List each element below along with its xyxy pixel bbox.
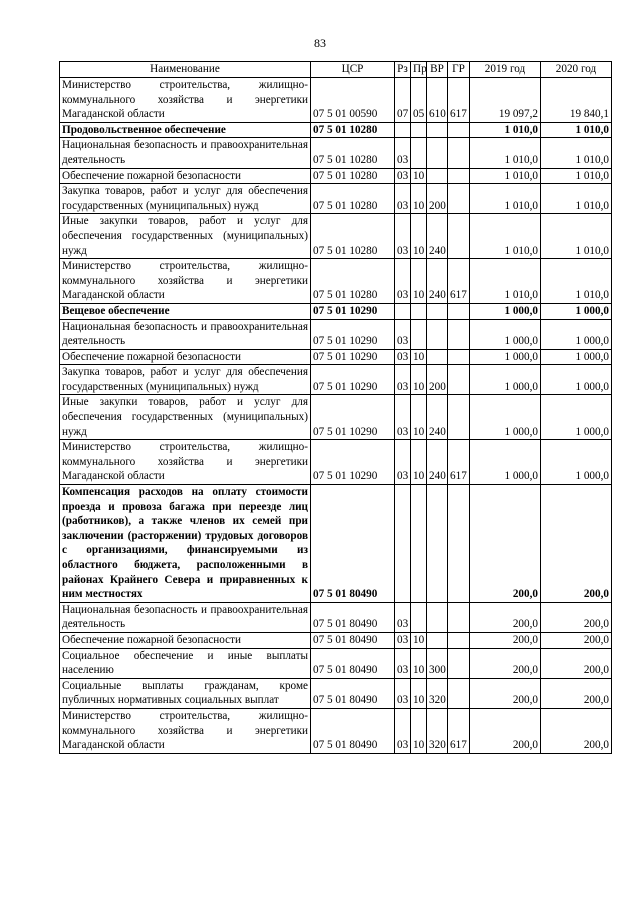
- row-2020: 200,0: [541, 632, 612, 648]
- row-gr: 617: [448, 259, 470, 304]
- row-2020: 1 000,0: [541, 349, 612, 365]
- row-gr: 617: [448, 440, 470, 485]
- row-2020: 1 010,0: [541, 214, 612, 259]
- row-2020: 19 840,1: [541, 78, 612, 123]
- row-gr: [448, 214, 470, 259]
- row-2019: 1 010,0: [470, 214, 541, 259]
- row-rz: 03: [395, 349, 411, 365]
- row-gr: [448, 168, 470, 184]
- row-name: Социальные выплаты гражданам, кроме публичных нормативных социальных выплат: [60, 678, 311, 708]
- table-row: [60, 168, 612, 184]
- table-row: [60, 138, 612, 168]
- header-pr: Пр: [411, 62, 427, 78]
- row-2020: 200,0: [541, 648, 612, 678]
- row-csr: 07 5 01 10290: [311, 395, 395, 440]
- row-rz: 03: [395, 214, 411, 259]
- row-vr: 240: [427, 440, 448, 485]
- row-rz: 03: [395, 440, 411, 485]
- row-vr: [427, 349, 448, 365]
- row-vr: 240: [427, 259, 448, 304]
- row-pr: [411, 602, 427, 632]
- table-row: [60, 485, 612, 603]
- row-name: Министерство строительства, жилищно-коммунального хозяйства и энергетики Магаданской области: [60, 78, 311, 123]
- row-vr: [427, 485, 448, 603]
- row-2019: 1 000,0: [470, 395, 541, 440]
- row-pr: 10: [411, 708, 427, 753]
- row-csr: 07 5 01 10280: [311, 168, 395, 184]
- row-2019: 1 010,0: [470, 138, 541, 168]
- table-row: [60, 214, 612, 259]
- row-gr: [448, 395, 470, 440]
- row-2019: 1 010,0: [470, 259, 541, 304]
- row-name: Закупка товаров, работ и услуг для обеспечения государственных (муниципальных) нужд: [60, 365, 311, 395]
- row-gr: [448, 122, 470, 138]
- row-csr: 07 5 01 80490: [311, 632, 395, 648]
- table-row: [60, 365, 612, 395]
- table-row: [60, 349, 612, 365]
- row-name: Обеспечение пожарной безопасности: [60, 632, 311, 648]
- row-2019: 200,0: [470, 678, 541, 708]
- table-row: [60, 259, 612, 304]
- row-csr: 07 5 01 10280: [311, 259, 395, 304]
- row-2020: 1 010,0: [541, 168, 612, 184]
- row-2020: 200,0: [541, 602, 612, 632]
- row-vr: 320: [427, 678, 448, 708]
- row-name: Компенсация расходов на оплату стоимости проезда и провоза багажа при переезде лиц (работников), а также членов их семей при заключении (расторжении) трудовых договоров с организациями, финансируемыми из областного бюджета, расположенными в районах Крайнего Севера и приравненных к ним местностях: [60, 485, 311, 603]
- row-name: Продовольственное обеспечение: [60, 122, 311, 138]
- row-vr: [427, 303, 448, 319]
- table-row: [60, 632, 612, 648]
- row-2019: 1 000,0: [470, 319, 541, 349]
- row-name: Иные закупки товаров, работ и услуг для обеспечения государственных (муниципальных) нужд: [60, 395, 311, 440]
- row-vr: 320: [427, 708, 448, 753]
- header-2019: 2019 год: [470, 62, 541, 78]
- row-pr: 10: [411, 349, 427, 365]
- row-name: Национальная безопасность и правоохранительная деятельность: [60, 319, 311, 349]
- row-pr: 10: [411, 648, 427, 678]
- row-vr: [427, 602, 448, 632]
- row-csr: 07 5 01 80490: [311, 678, 395, 708]
- header-2020: 2020 год: [541, 62, 612, 78]
- row-name: Вещевое обеспечение: [60, 303, 311, 319]
- row-rz: 03: [395, 632, 411, 648]
- row-vr: 240: [427, 214, 448, 259]
- row-rz: 03: [395, 602, 411, 632]
- row-2020: 1 000,0: [541, 365, 612, 395]
- row-pr: 10: [411, 440, 427, 485]
- row-csr: 07 5 01 10290: [311, 365, 395, 395]
- row-2019: 1 000,0: [470, 440, 541, 485]
- row-gr: [448, 632, 470, 648]
- row-2019: 200,0: [470, 485, 541, 603]
- row-rz: 03: [395, 708, 411, 753]
- row-rz: 03: [395, 259, 411, 304]
- table-row: [60, 440, 612, 485]
- row-2020: 1 000,0: [541, 319, 612, 349]
- row-2020: 1 000,0: [541, 440, 612, 485]
- row-pr: [411, 303, 427, 319]
- row-gr: [448, 678, 470, 708]
- row-pr: 10: [411, 678, 427, 708]
- row-gr: [448, 349, 470, 365]
- header-name: Наименование: [60, 62, 311, 78]
- table-row: [60, 184, 612, 214]
- row-csr: 07 5 01 80490: [311, 648, 395, 678]
- row-csr: 07 5 01 00590: [311, 78, 395, 123]
- row-2019: 1 010,0: [470, 122, 541, 138]
- header-vr: ВР: [427, 62, 448, 78]
- header-rz: Рз: [395, 62, 411, 78]
- row-2020: 1 010,0: [541, 122, 612, 138]
- row-pr: 05: [411, 78, 427, 123]
- row-csr: 07 5 01 10280: [311, 184, 395, 214]
- header-gr: ГР: [448, 62, 470, 78]
- row-name: Иные закупки товаров, работ и услуг для обеспечения государственных (муниципальных) нужд: [60, 214, 311, 259]
- row-pr: [411, 122, 427, 138]
- row-name: Социальное обеспечение и иные выплаты населению: [60, 648, 311, 678]
- row-2020: 200,0: [541, 678, 612, 708]
- table-row: [60, 78, 612, 123]
- table-row: [60, 602, 612, 632]
- row-rz: 03: [395, 365, 411, 395]
- row-2020: 1 010,0: [541, 259, 612, 304]
- table-row: [60, 122, 612, 138]
- row-csr: 07 5 01 80490: [311, 485, 395, 603]
- row-csr: 07 5 01 10290: [311, 440, 395, 485]
- row-name: Министерство строительства, жилищно-коммунального хозяйства и энергетики Магаданской области: [60, 440, 311, 485]
- row-name: Министерство строительства, жилищно-коммунального хозяйства и энергетики Магаданской области: [60, 259, 311, 304]
- row-pr: 10: [411, 632, 427, 648]
- row-vr: [427, 168, 448, 184]
- row-csr: 07 5 01 10280: [311, 122, 395, 138]
- row-gr: [448, 303, 470, 319]
- row-vr: [427, 138, 448, 168]
- row-csr: 07 5 01 10280: [311, 214, 395, 259]
- row-rz: 03: [395, 648, 411, 678]
- row-gr: [448, 184, 470, 214]
- row-2019: 1 000,0: [470, 349, 541, 365]
- row-2019: 200,0: [470, 708, 541, 753]
- row-2019: 1 000,0: [470, 303, 541, 319]
- row-vr: 240: [427, 395, 448, 440]
- row-vr: [427, 122, 448, 138]
- row-gr: 617: [448, 78, 470, 123]
- table-row: [60, 648, 612, 678]
- row-2020: 200,0: [541, 708, 612, 753]
- row-name: Обеспечение пожарной безопасности: [60, 168, 311, 184]
- row-gr: [448, 365, 470, 395]
- row-pr: 10: [411, 214, 427, 259]
- row-gr: [448, 319, 470, 349]
- row-name: Обеспечение пожарной безопасности: [60, 349, 311, 365]
- row-vr: 610: [427, 78, 448, 123]
- row-csr: 07 5 01 10280: [311, 138, 395, 168]
- row-csr: 07 5 01 10290: [311, 349, 395, 365]
- row-rz: 03: [395, 319, 411, 349]
- row-rz: 03: [395, 395, 411, 440]
- row-2020: 200,0: [541, 485, 612, 603]
- row-rz: 03: [395, 678, 411, 708]
- row-vr: [427, 319, 448, 349]
- row-pr: 10: [411, 259, 427, 304]
- row-pr: 10: [411, 365, 427, 395]
- row-pr: [411, 138, 427, 168]
- row-vr: 200: [427, 184, 448, 214]
- row-pr: [411, 485, 427, 603]
- row-name: Национальная безопасность и правоохранительная деятельность: [60, 138, 311, 168]
- row-2020: 1 010,0: [541, 184, 612, 214]
- row-rz: [395, 303, 411, 319]
- row-rz: [395, 122, 411, 138]
- row-pr: 10: [411, 184, 427, 214]
- row-pr: [411, 319, 427, 349]
- row-pr: 10: [411, 395, 427, 440]
- row-2020: 1 010,0: [541, 138, 612, 168]
- row-2019: 200,0: [470, 632, 541, 648]
- table-row: [60, 678, 612, 708]
- row-gr: [448, 602, 470, 632]
- row-pr: 10: [411, 168, 427, 184]
- row-vr: 200: [427, 365, 448, 395]
- row-rz: 03: [395, 184, 411, 214]
- table-row: [60, 303, 612, 319]
- row-csr: 07 5 01 10290: [311, 319, 395, 349]
- row-2019: 1 010,0: [470, 184, 541, 214]
- table-row: [60, 395, 612, 440]
- row-name: Министерство строительства, жилищно-коммунального хозяйства и энергетики Магаданской области: [60, 708, 311, 753]
- row-rz: [395, 485, 411, 603]
- header-row: [60, 62, 612, 78]
- header-csr: ЦСР: [311, 62, 395, 78]
- row-csr: 07 5 01 10290: [311, 303, 395, 319]
- row-gr: [448, 485, 470, 603]
- row-2019: 1 000,0: [470, 365, 541, 395]
- row-rz: 07: [395, 78, 411, 123]
- row-2019: 200,0: [470, 648, 541, 678]
- row-rz: 03: [395, 138, 411, 168]
- row-gr: 617: [448, 708, 470, 753]
- row-gr: [448, 648, 470, 678]
- row-csr: 07 5 01 80490: [311, 602, 395, 632]
- row-2019: 19 097,2: [470, 78, 541, 123]
- budget-table: [59, 61, 612, 754]
- table-row: [60, 708, 612, 753]
- row-gr: [448, 138, 470, 168]
- row-vr: 300: [427, 648, 448, 678]
- row-vr: [427, 632, 448, 648]
- table-row: [60, 319, 612, 349]
- row-2020: 1 000,0: [541, 303, 612, 319]
- row-2019: 200,0: [470, 602, 541, 632]
- row-name: Закупка товаров, работ и услуг для обеспечения государственных (муниципальных) нужд: [60, 184, 311, 214]
- row-2020: 1 000,0: [541, 395, 612, 440]
- row-2019: 1 010,0: [470, 168, 541, 184]
- row-name: Национальная безопасность и правоохранительная деятельность: [60, 602, 311, 632]
- row-rz: 03: [395, 168, 411, 184]
- row-csr: 07 5 01 80490: [311, 708, 395, 753]
- page-number: 83: [314, 36, 326, 50]
